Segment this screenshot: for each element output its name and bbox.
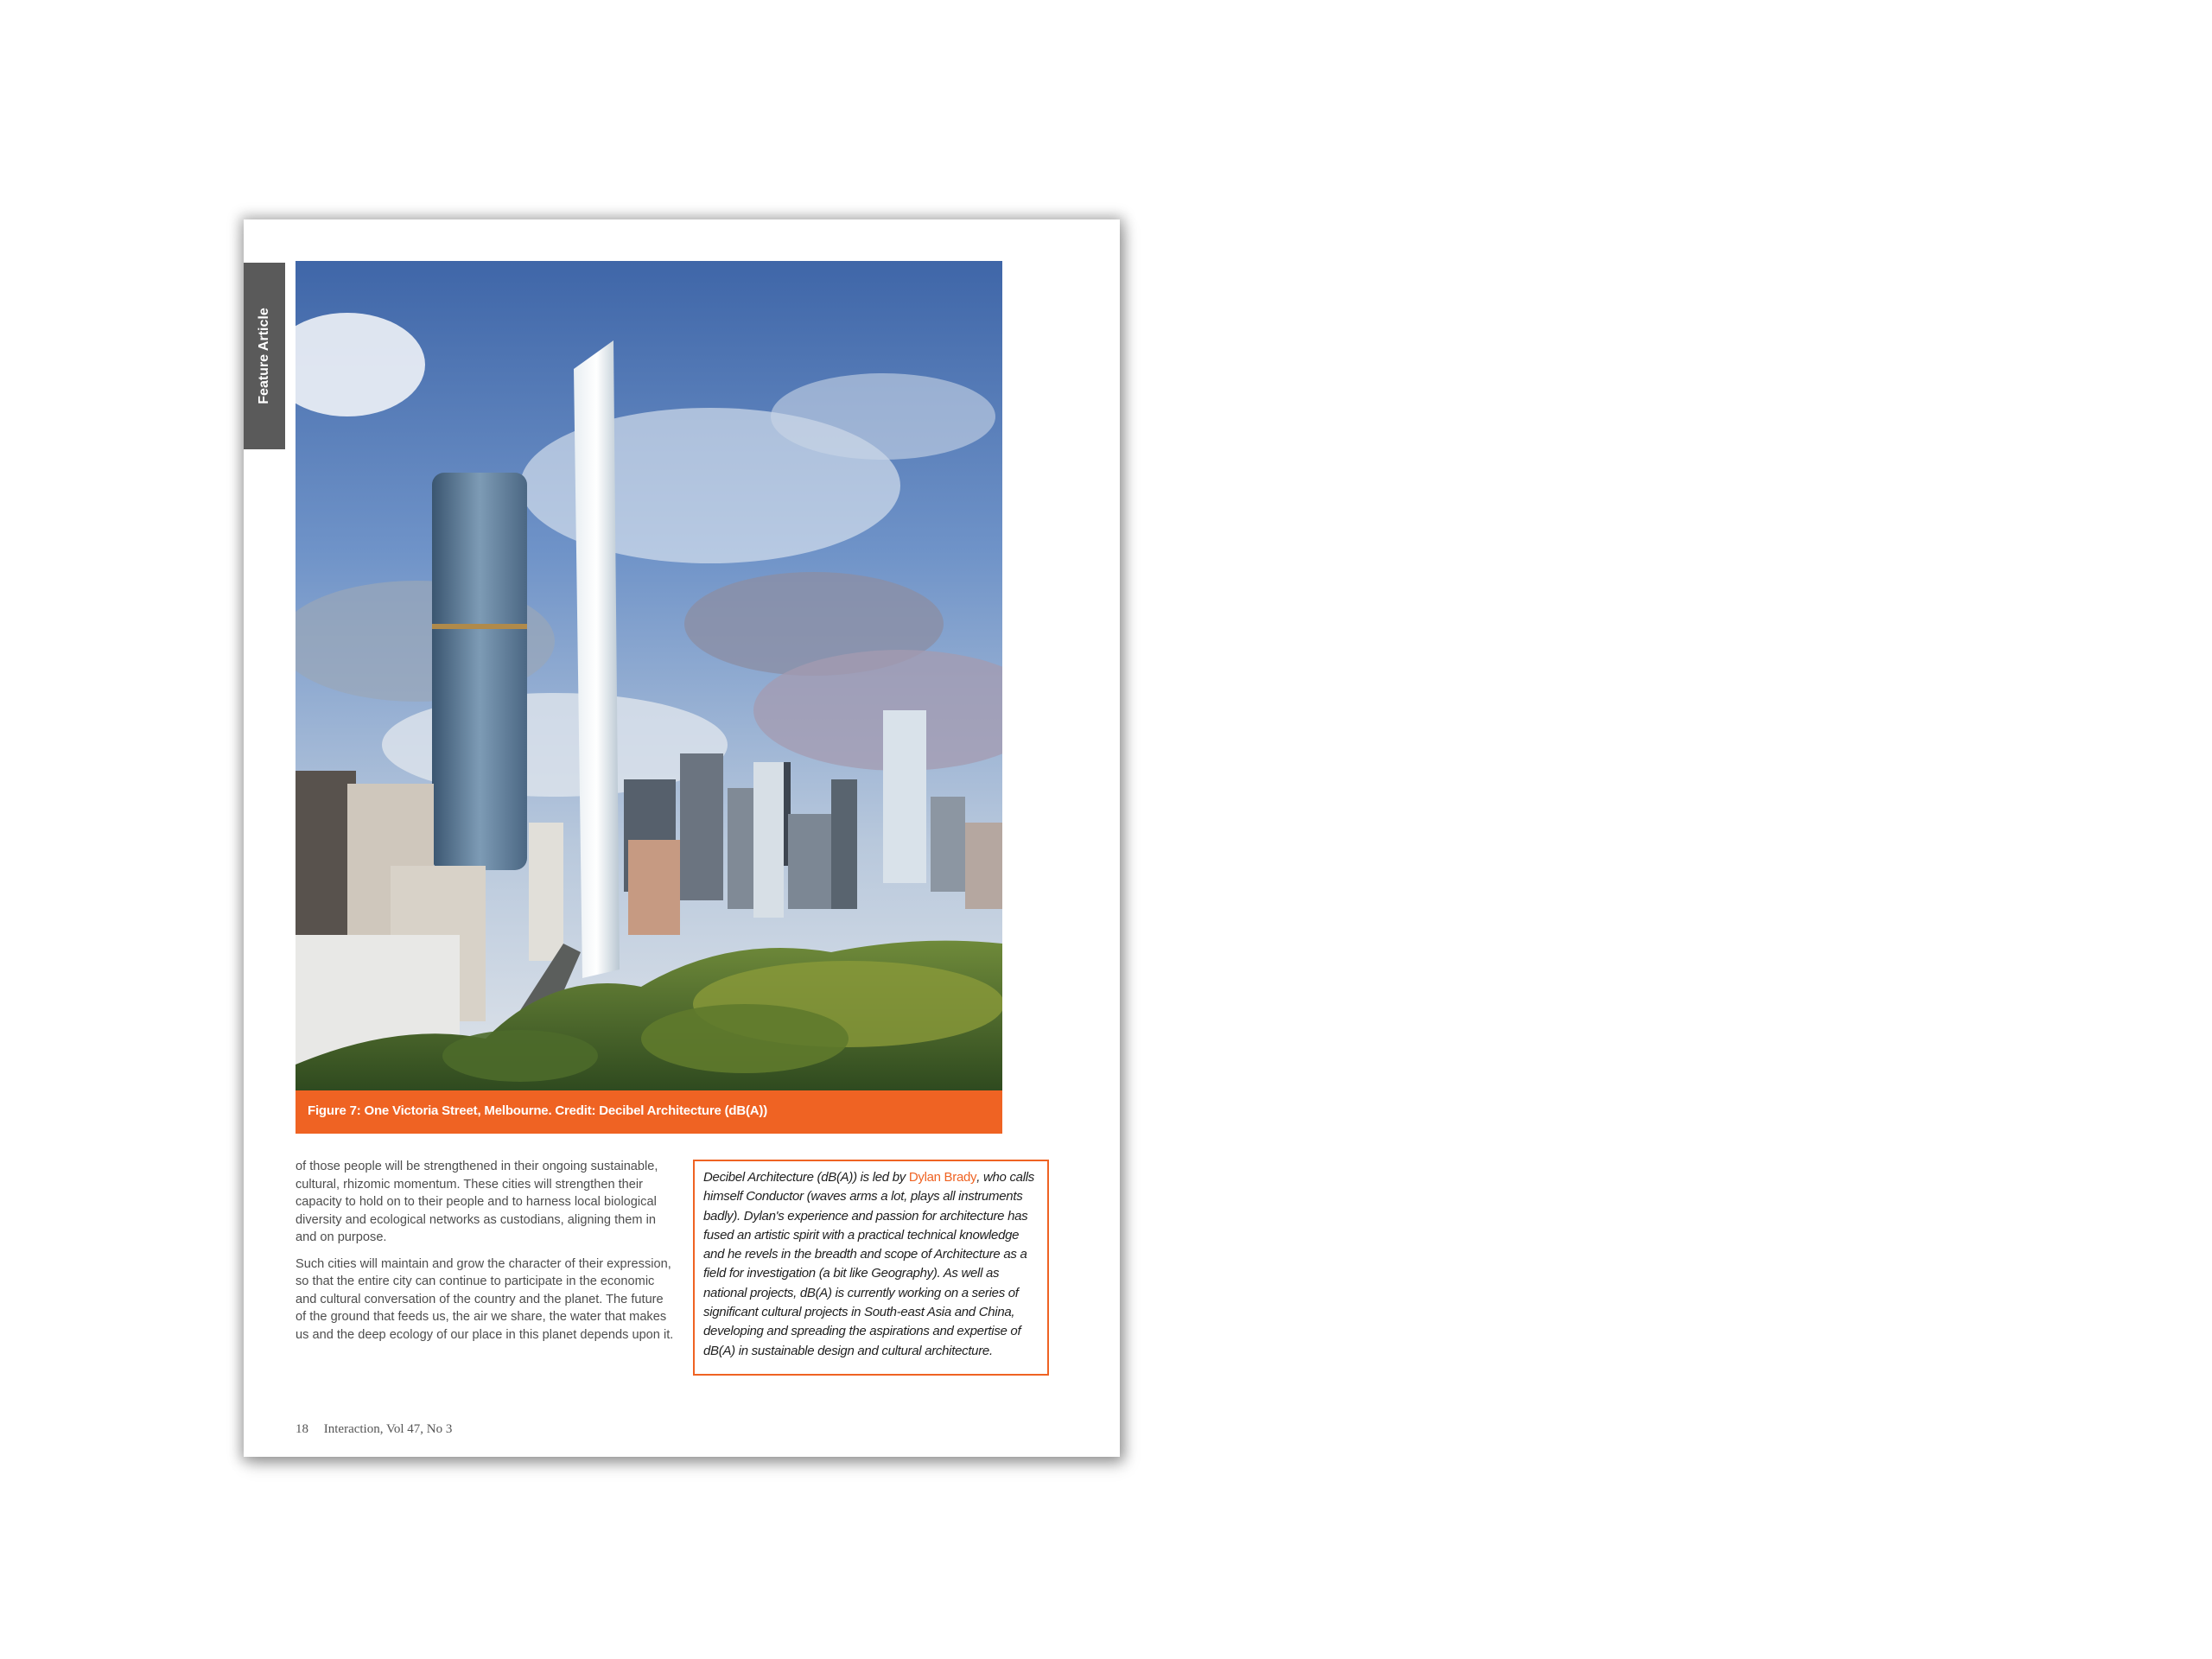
bio-text-start: Decibel Architecture (dB(A)) is led by (703, 1170, 909, 1185)
body-paragraph: Such cities will maintain and grow the character of their expression, so that the entire city can continue to participate in the economic and cultural conversation of the country and the planet. The future of the ground that feeds us, the air we share, the water that makes us and the deep ecology of our place in this planet depends upon it. (296, 1256, 674, 1342)
figure-caption: Figure 7: One Victoria Street, Melbourne. Credit: Decibel Architecture (dB(A)) (308, 1103, 767, 1118)
publication-name: Interaction, Vol 47, No 3 (323, 1422, 453, 1436)
author-bio-box (693, 1160, 1049, 1376)
page-footer (296, 1422, 452, 1437)
figure-photo (296, 261, 1002, 1090)
magazine-page (244, 219, 1120, 1457)
section-tab-label: Feature Article (257, 308, 271, 404)
body-text-column (296, 1158, 676, 1352)
body-paragraph: of those people will be strengthened in their ongoing sustainable, cultural, rhizomic momentum. These cities will strengthen their capacity to hold on to their people and to harness local biological diversity and ecological networks as custodians, aligning them in and on purpose. (296, 1160, 658, 1244)
figure-caption-bar (296, 1090, 1002, 1134)
author-name-link[interactable]: Dylan Brady (908, 1170, 977, 1185)
section-tab (244, 263, 285, 449)
author-bio-text (703, 1168, 1039, 1361)
page-number: 18 (296, 1422, 308, 1436)
bio-text-rest: , who calls himself Conductor (waves arms a lot, plays all instruments badly). Dylan's experience and passion for architecture has fused an artistic spirit with a practical technical knowledge and he revels in the breadth and scope of Architecture as a field for investigation (a bit like Geography). As well as national projects, dB(A) is currently working on a series of significant cultural projects in South-east Asia and China, developing and spreading the aspirations and expertise of dB(A) in sustainable design and cultural architecture. (703, 1170, 1034, 1358)
